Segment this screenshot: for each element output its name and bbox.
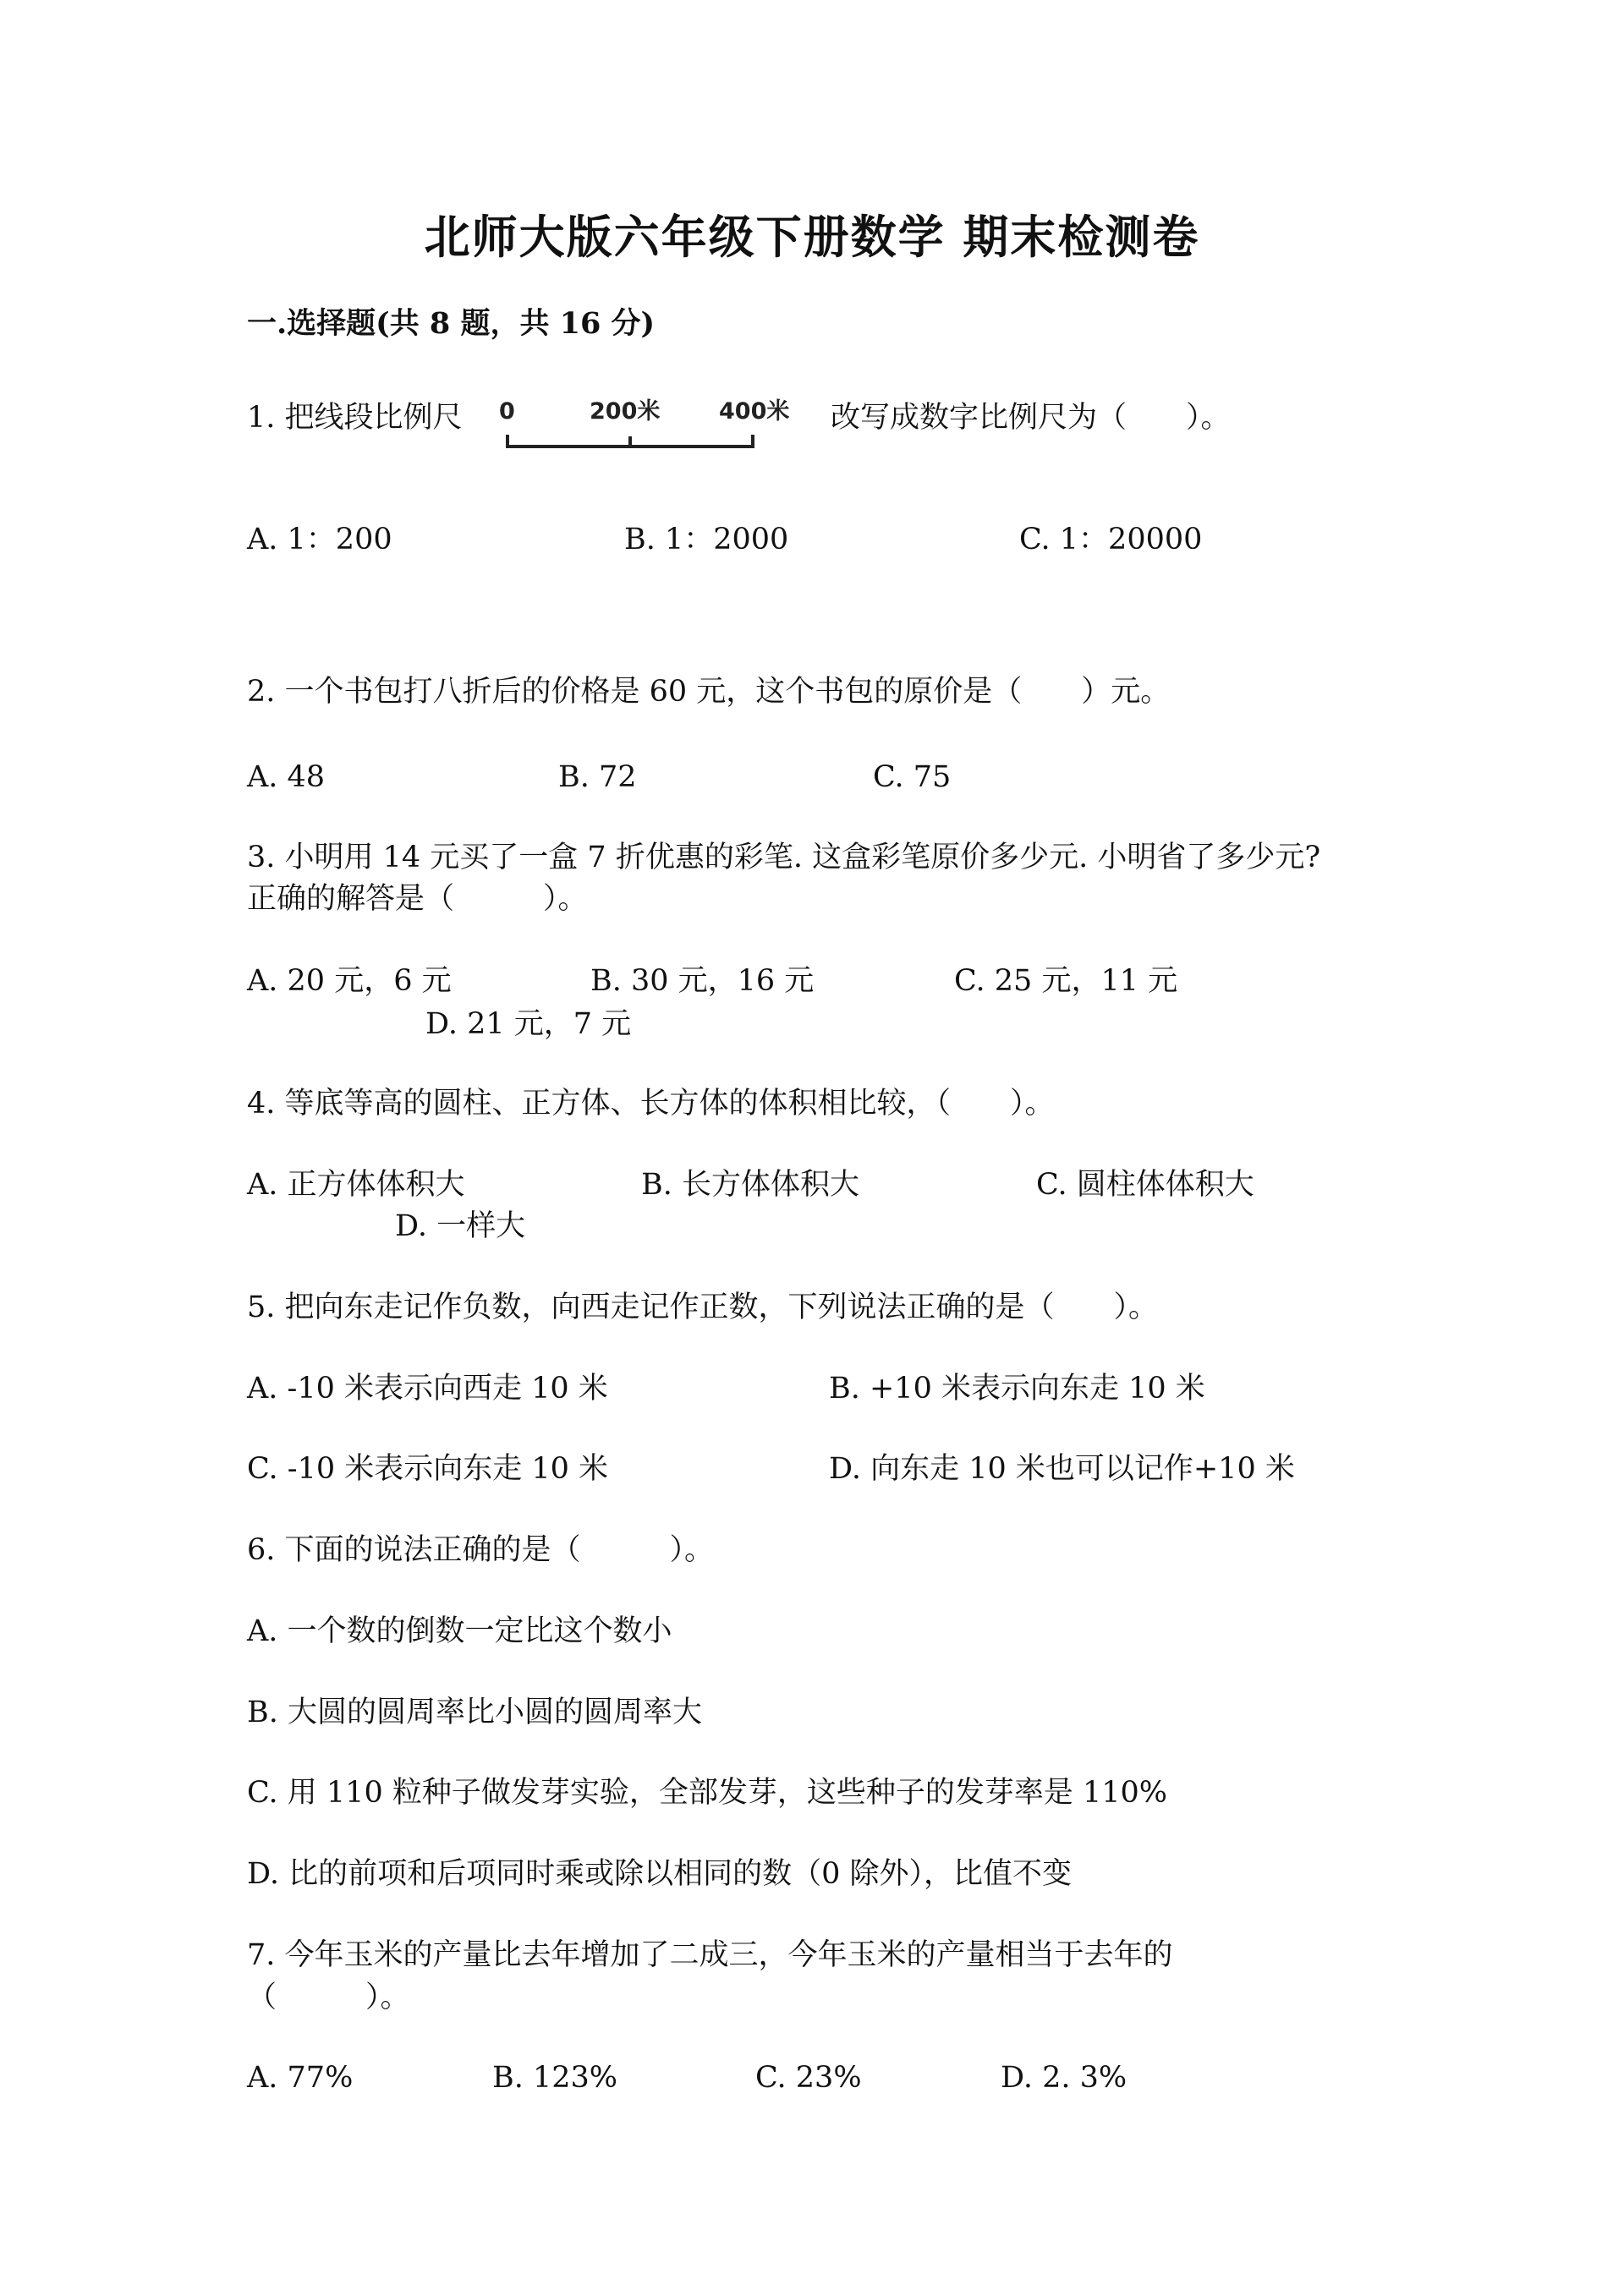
q7-option-b[interactable]: B. 123% xyxy=(492,2061,618,2095)
q6-text: 6. 下面的说法正确的是（ ）。 xyxy=(247,1533,715,1567)
q5-option-a[interactable]: A. -10 米表示向西走 10 米 xyxy=(247,1372,608,1406)
q7-option-c[interactable]: C. 23% xyxy=(755,2061,862,2095)
q6-option-c[interactable]: C. 用 110 粒种子做发芽实验，全部发芽，这些种子的发芽率是 110% xyxy=(247,1776,1168,1810)
q7-text-line1: 7. 今年玉米的产量比去年增加了二成三，今年玉米的产量相当于去年的 xyxy=(247,1938,1173,1972)
scale-label-200: 200米 xyxy=(590,398,661,425)
line-segment-scale-bar xyxy=(492,397,805,458)
q7-option-a[interactable]: A. 77% xyxy=(247,2061,354,2095)
exam-title: 北师大版六年级下册数学 期末检测卷 xyxy=(424,210,1200,264)
q1-option-b[interactable]: B. 1：2000 xyxy=(624,523,789,556)
q6-option-a[interactable]: A. 一个数的倒数一定比这个数小 xyxy=(247,1614,672,1648)
q3-option-c[interactable]: C. 25 元，11 元 xyxy=(954,964,1178,998)
q3-text-line1: 3. 小明用 14 元买了一盒 7 折优惠的彩笔. 这盒彩笔原价多少元. 小明省了多少元? xyxy=(247,841,1321,874)
scale-label-400: 400米 xyxy=(719,398,790,425)
q1-option-a[interactable]: A. 1：200 xyxy=(247,523,392,556)
q4-option-a[interactable]: A. 正方体体积大 xyxy=(247,1168,465,1202)
q1-prefix: 1. 把线段比例尺 xyxy=(247,401,463,435)
q2-option-b[interactable]: B. 72 xyxy=(558,760,637,794)
q2-option-c[interactable]: C. 75 xyxy=(873,760,952,794)
q7-text-line2: （ ）。 xyxy=(247,1981,410,2014)
q4-option-b[interactable]: B. 长方体体积大 xyxy=(641,1168,859,1202)
q7-option-d[interactable]: D. 2. 3% xyxy=(1001,2061,1127,2095)
q2-option-a[interactable]: A. 48 xyxy=(247,760,326,794)
q3-option-a[interactable]: A. 20 元，6 元 xyxy=(247,964,452,998)
q3-option-b[interactable]: B. 30 元，16 元 xyxy=(590,964,815,998)
q5-option-d[interactable]: D. 向东走 10 米也可以记作+10 米 xyxy=(829,1452,1295,1486)
q5-option-b[interactable]: B. +10 米表示向东走 10 米 xyxy=(829,1372,1205,1406)
q5-text: 5. 把向东走记作负数，向西走记作正数，下列说法正确的是（ ）。 xyxy=(247,1290,1159,1324)
q6-option-b[interactable]: B. 大圆的圆周率比小圆的圆周率大 xyxy=(247,1696,702,1729)
scale-label-0: 0 xyxy=(499,398,515,425)
q4-text: 4. 等底等高的圆柱、正方体、长方体的体积相比较，（ ）。 xyxy=(247,1087,1055,1121)
q1-option-c[interactable]: C. 1：20000 xyxy=(1019,523,1203,556)
q4-option-c[interactable]: C. 圆柱体体积大 xyxy=(1036,1168,1254,1202)
q5-option-c[interactable]: C. -10 米表示向东走 10 米 xyxy=(247,1452,609,1486)
q2-text: 2. 一个书包打八折后的价格是 60 元，这个书包的原价是（ ）元。 xyxy=(247,675,1171,709)
q4-option-d[interactable]: D. 一样大 xyxy=(395,1209,526,1243)
q1-suffix: 改写成数字比例尺为（ ）。 xyxy=(831,401,1231,435)
section-heading: 一.选择题(共 8 题，共 16 分) xyxy=(247,306,656,341)
q6-option-d[interactable]: D. 比的前项和后项同时乘或除以相同的数（0 除外），比值不变 xyxy=(247,1857,1072,1891)
q3-option-d[interactable]: D. 21 元，7 元 xyxy=(425,1007,632,1041)
q3-text-line2: 正确的解答是（ ）。 xyxy=(247,882,588,916)
